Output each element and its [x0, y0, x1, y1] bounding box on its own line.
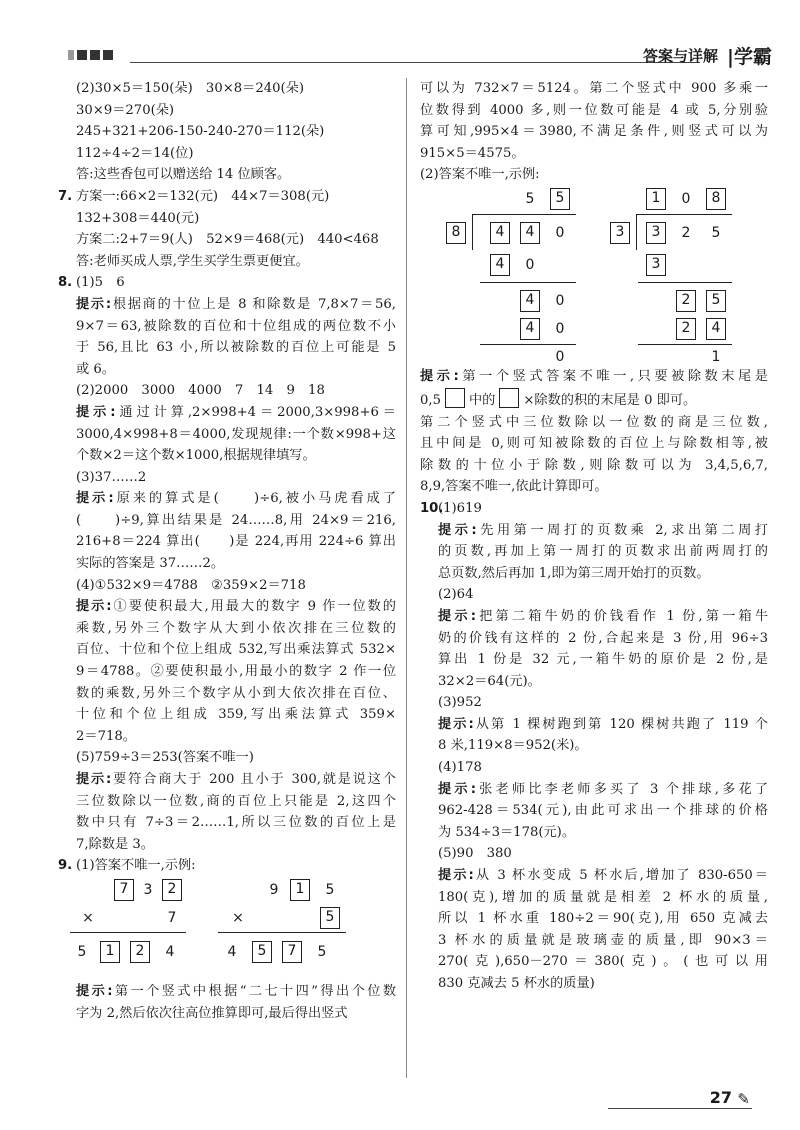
text-line: [58, 639, 396, 661]
line-text: 乘数,另外三个数字从大到小依次排在三位数的: [76, 620, 396, 636]
digit-box: 8: [706, 188, 726, 210]
text-line: [420, 735, 768, 757]
digit-box: 5: [706, 290, 726, 312]
text-line: [58, 164, 396, 186]
digit-box: 7: [282, 941, 302, 963]
text-line: [58, 834, 396, 856]
digit: 0: [555, 348, 565, 365]
line-text: 且中间是 0,则可知被除数的百位上与除数相等,被: [420, 436, 768, 452]
hint-label: 提示:: [438, 781, 476, 797]
text-line: [420, 433, 768, 455]
hint-line: [420, 865, 768, 887]
hint-line: [58, 769, 396, 791]
column-divider: [406, 78, 407, 1078]
digit-box: 4: [520, 222, 540, 244]
question-number: 9.: [58, 858, 73, 874]
sum-line: [218, 932, 346, 933]
hint-text: ×除数的积的末尾是 0 即可。: [523, 392, 697, 408]
line-text: 8 米,119×8＝952(米)。: [438, 738, 588, 754]
text-line: [58, 510, 396, 532]
line-text: 位数得到 4000 多,则一位数可能是 4 或 5,分别验: [420, 102, 768, 118]
line-text: 第一个竖式中根据“二七十四”得出个位数: [112, 983, 397, 999]
text-line: [420, 476, 768, 498]
text-line: [58, 704, 396, 726]
text-line: [58, 121, 396, 143]
sum-line: [70, 932, 186, 933]
divisor-box: 8: [446, 222, 466, 244]
line-text: (1)5 6: [76, 275, 125, 291]
line-text: 数中只有 7÷3＝2……1,所以三位数的百位上是: [76, 815, 396, 831]
line-text: 所以 1 杯水重 180÷2＝90(克),用 650 克减去: [438, 911, 768, 927]
text-line: [420, 649, 768, 671]
hint-label: 提示:: [76, 772, 112, 787]
times-sign: ×: [232, 909, 244, 926]
question-line: [58, 855, 396, 877]
hint-label: 提示:: [438, 608, 476, 624]
line-text: (1)619: [438, 500, 482, 516]
digit-box: 1: [646, 188, 666, 210]
text-line: [58, 359, 396, 381]
line-text: 的页数,再加上第一周打的页数求出前两周打的: [438, 544, 768, 560]
header-decoration: [68, 50, 113, 60]
digit-box: 5: [320, 907, 340, 929]
line-text: 奶的价钱有这样的 2 份,合起来是 3 份,用 96÷3: [438, 630, 768, 646]
times-sign: ×: [82, 909, 94, 926]
digit: 2: [681, 224, 691, 241]
line-text: 132+308＝440(元): [76, 210, 200, 226]
text-line: [420, 757, 768, 779]
hint-line: [420, 606, 768, 628]
text-line: [58, 100, 396, 122]
digit-box: 3: [646, 254, 666, 276]
hint-line: [420, 520, 768, 542]
digit-box: 5: [550, 188, 570, 210]
line-text: 112÷4÷2＝14(位): [76, 145, 194, 161]
line-text: 三位数除以一位数,商的百位上只能是 2,这四个: [76, 793, 396, 809]
line-text: 方案一:66×2＝132(元) 44×7＝308(元): [76, 188, 330, 204]
digit: 1: [711, 348, 721, 365]
line-text: 2＝718。: [76, 728, 136, 744]
question-line: [58, 272, 396, 294]
line-text: ( )÷9,算出结果是 24……8,用 24×9＝216,: [76, 512, 396, 528]
line-text: 实际的答案是 37……2。: [76, 556, 225, 572]
line-text: 30×9＝270(朵): [76, 102, 175, 118]
digit: 3: [143, 881, 153, 898]
digit: 5: [711, 224, 721, 241]
sub-line: [638, 344, 732, 345]
line-text: (2)30×5＝150(朵) 30×8＝240(朵): [76, 81, 304, 96]
text-line: [420, 843, 768, 865]
text-line: [420, 541, 768, 563]
text-line: [420, 164, 768, 186]
line-text: 要符合商大于 200 且小于 300,就是说这个: [111, 772, 396, 787]
digit-box: 3: [646, 222, 666, 244]
hint-label: 提示:: [76, 599, 112, 615]
line-text: 为 534÷3＝178(元)。: [438, 824, 576, 840]
digit: 4: [165, 943, 175, 960]
line-text: 答:老师买成人票,学生买学生票更便宜。: [76, 253, 309, 269]
line-text: 字为 2,然后依次往高位推算即可,最后得出竖式: [76, 1005, 348, 1021]
text-line: [420, 822, 768, 844]
hint-label: 提示:: [76, 491, 114, 507]
digit-box: 2: [130, 941, 150, 963]
line-text: 从 3 杯水变成 5 杯水后,增加了 830-650＝: [473, 868, 768, 884]
hint-line: [58, 981, 396, 1003]
text-line: [58, 316, 396, 338]
line-text: 962-428＝534(元),由此可求出一个排球的价格: [438, 803, 768, 819]
line-text: 或 6。: [76, 361, 115, 377]
line-text: 通过计算,2×998+4＝2000,3×998+6＝: [115, 404, 396, 420]
digit-box: 7: [114, 879, 134, 901]
text-line: [58, 445, 396, 467]
text-line: [58, 812, 396, 834]
line-text: 9＝4788。②要使积最小,用最小的数字 2 作一位: [76, 664, 396, 680]
text-line: [58, 618, 396, 640]
text-line: [58, 1003, 396, 1025]
text-line: [58, 553, 396, 575]
text-line: [58, 380, 396, 402]
line-text: 270(克),650－270＝380(克)。(也可以用: [438, 954, 768, 970]
header-brand: |学霸: [727, 46, 772, 68]
hint-line: [420, 714, 768, 736]
hint-label: 提示:: [76, 983, 113, 999]
line-text: 算可知,995×4＝3980,不满足条件,则竖式可以为: [420, 124, 768, 140]
sub-line: [638, 282, 732, 283]
digit: 0: [681, 190, 691, 207]
line-text: 第二个竖式中三位数除以一位数的商是三位数,: [420, 414, 768, 430]
text-line: [420, 887, 768, 909]
hint-line: [420, 366, 768, 388]
division-examples: [420, 186, 768, 366]
digit-box: 4: [490, 254, 510, 276]
text-line: [420, 121, 768, 143]
text-line: [420, 78, 768, 100]
hint-label: 提示:: [76, 404, 116, 420]
sub-line: [480, 282, 576, 283]
hint-label: 提示:: [438, 522, 477, 538]
hint-label: 提示:: [76, 296, 112, 312]
digit: 0: [555, 320, 565, 337]
line-text: (2)答案不唯一,示例:: [420, 167, 540, 183]
line-text: 180(克),增加的质量就是相差 2 杯水的质量,: [438, 889, 768, 905]
line-text: 7,除数是 3。: [76, 836, 154, 852]
line-text: (2)2000 3000 4000 7 14 9 18: [76, 383, 325, 399]
text-line: [58, 208, 396, 230]
line-text: (3)37……2: [76, 469, 147, 485]
hint-label: 提示:: [438, 868, 474, 884]
text-line: [420, 671, 768, 693]
line-text: 张老师比李老师多买了 3 个排球,多花了: [475, 781, 769, 797]
hint-line: [420, 779, 768, 801]
text-line: [420, 628, 768, 650]
digit: 5: [525, 190, 535, 207]
line-text: 根据商的十位上是 8 和除数是 7,8×7＝56,: [111, 296, 396, 312]
digit: 5: [77, 943, 87, 960]
hint-line: [420, 388, 768, 412]
page-number: 27: [709, 1088, 732, 1107]
digit-box: 4: [706, 318, 726, 340]
digit-box: 4: [520, 318, 540, 340]
line-text: (1)答案不唯一,示例:: [76, 858, 196, 874]
text-line: [420, 800, 768, 822]
line-text: 245+321+206-150-240-270＝112(朵): [76, 124, 325, 140]
text-line: [58, 531, 396, 553]
text-line: [420, 973, 768, 995]
line-text: 总页数,然后再加 1,即为第三周开始打的页数。: [438, 565, 710, 581]
line-text: 把第二箱牛奶的价钱看作 1 份,第一箱牛: [475, 608, 769, 624]
text-line: [58, 229, 396, 251]
line-text: (5)759÷3＝253(答案不唯一): [76, 750, 254, 766]
line-text: 原来的算式是( )÷6,被小马虎看成了: [113, 491, 396, 507]
hint-label: 提示:: [420, 368, 459, 384]
hint-label: 提示:: [438, 716, 474, 732]
digit-box: 5: [252, 941, 272, 963]
line-text: 于 56,且比 63 小,所以被除数的百位上可能是 5: [76, 340, 396, 356]
line-text: 除数的十位小于除数,则除数可以为 3,4,5,6,7,: [420, 457, 768, 473]
digit-box: 2: [162, 879, 182, 901]
hint-line: [58, 294, 396, 316]
line-text: 从第 1 棵树跑到第 120 棵树共跑了 119 个: [473, 716, 768, 732]
digit-box: 1: [290, 879, 310, 901]
line-text: 算出 1 份是 32 元,一箱牛奶的原价是 2 份,是: [438, 652, 768, 668]
line-text: 可以为 732×7＝5124。第二个竖式中 900 多乘一: [420, 81, 768, 96]
line-text: (4)①532×9＝4788 ②359×2＝718: [76, 577, 306, 593]
header-title: 答案与详解: [642, 47, 718, 65]
line-text: 答:这些香包可以赠送给 14 位顾客。: [76, 167, 291, 183]
header-rule: [130, 62, 700, 63]
line-text: 个数×2＝这个数×1000,根据规律填写。: [76, 448, 316, 464]
text-line: [58, 78, 396, 100]
text-line: [420, 692, 768, 714]
text-line: [420, 908, 768, 930]
digit: 9: [269, 881, 279, 898]
hint-text: 第一个竖式答案不唯一,只要被除数末尾是: [458, 368, 768, 384]
line-text: 915×5＝4575。: [420, 145, 525, 161]
text-line: [420, 412, 768, 434]
text-line: [420, 930, 768, 952]
line-text: 数的乘数,另外三个数字从小到大依次排在百位、: [76, 685, 396, 701]
question-number: 7.: [58, 188, 73, 204]
text-line: [58, 791, 396, 813]
line-text: 先用第一周打的页数乘 2,求出第二周打: [476, 522, 768, 538]
left-column: [58, 78, 396, 1024]
line-text: 216+8＝224 算出( )是 224,再用 224÷6 算出: [76, 534, 396, 550]
sub-line: [480, 344, 576, 345]
line-text: (5)90 380: [438, 846, 512, 862]
line-text: 百位、十位和个位上组成 532,写出乘法算式 532×: [76, 642, 396, 658]
division-bracket: [472, 214, 576, 215]
question-line: [58, 186, 396, 208]
text-line: [420, 584, 768, 606]
text-line: [420, 455, 768, 477]
hint-text: 中的: [468, 392, 496, 408]
line-text: 十位和个位上组成 359,写出乘法算式 359×: [76, 707, 396, 723]
digit: 0: [525, 256, 535, 273]
right-column: [420, 78, 768, 995]
blank-box: [499, 388, 519, 408]
hint-line: [58, 488, 396, 510]
digit: 0: [555, 224, 565, 241]
line-text: 32×2＝64(元)。: [438, 673, 541, 689]
text-line: [420, 100, 768, 122]
line-text: 9×7＝63,被除数的百位和十位组成的两位数不小: [76, 318, 396, 334]
question-number: 8.: [58, 275, 73, 291]
line-text: 3 杯水的质量就是玻璃壶的质量,即 90×3＝: [438, 932, 768, 948]
digit-box: 2: [676, 318, 696, 340]
digit: 0: [555, 292, 565, 309]
line-text: ①要使积最大,用最大的数字 9 作一位数的: [111, 599, 396, 615]
digit-box: 2: [676, 290, 696, 312]
digit-box: 1: [100, 941, 120, 963]
text-line: [420, 143, 768, 165]
text-line: [420, 951, 768, 973]
line-text: 830 克减去 5 杯水的质量): [438, 976, 595, 991]
text-line: [58, 337, 396, 359]
text-line: [58, 143, 396, 165]
text-line: [58, 726, 396, 748]
pen-icon: ✎: [737, 1090, 750, 1108]
line-text: (2)64: [438, 587, 474, 603]
text-line: [58, 424, 396, 446]
line-text: 8,9,答案不唯一,依此计算即可。: [420, 479, 608, 495]
blank-box: [445, 388, 465, 408]
text-line: [58, 251, 396, 273]
division-bracket: [636, 214, 637, 250]
division-bracket: [636, 214, 732, 215]
division-bracket: [472, 214, 473, 250]
line-text: 方案二:2+7＝9(人) 52×9＝468(元) 440<468: [76, 232, 379, 248]
digit: 7: [167, 909, 177, 926]
text-line: [58, 467, 396, 489]
page-header: [0, 0, 800, 70]
digit: 5: [325, 881, 335, 898]
multiplication-examples: [58, 877, 396, 981]
text-line: [58, 575, 396, 597]
question-number: 10.: [420, 500, 444, 516]
digit: 4: [227, 943, 237, 960]
text-line: [420, 563, 768, 585]
digit-box: 4: [520, 290, 540, 312]
line-text: (3)952: [438, 695, 482, 711]
hint-line: [58, 402, 396, 424]
text-line: [58, 747, 396, 769]
divisor-box: 3: [610, 222, 630, 244]
line-text: (4)178: [438, 760, 482, 776]
text-line: [58, 683, 396, 705]
hint-line: [58, 596, 396, 618]
digit-box: 4: [490, 222, 510, 244]
digit: 5: [317, 943, 327, 960]
text-line: [58, 661, 396, 683]
hint-text: 0,5: [420, 392, 441, 408]
footer-rule: [608, 1108, 752, 1109]
line-text: 3000,4×998+8＝4000,发现规律:一个数×998+这: [76, 426, 396, 442]
question-line: [420, 498, 768, 520]
